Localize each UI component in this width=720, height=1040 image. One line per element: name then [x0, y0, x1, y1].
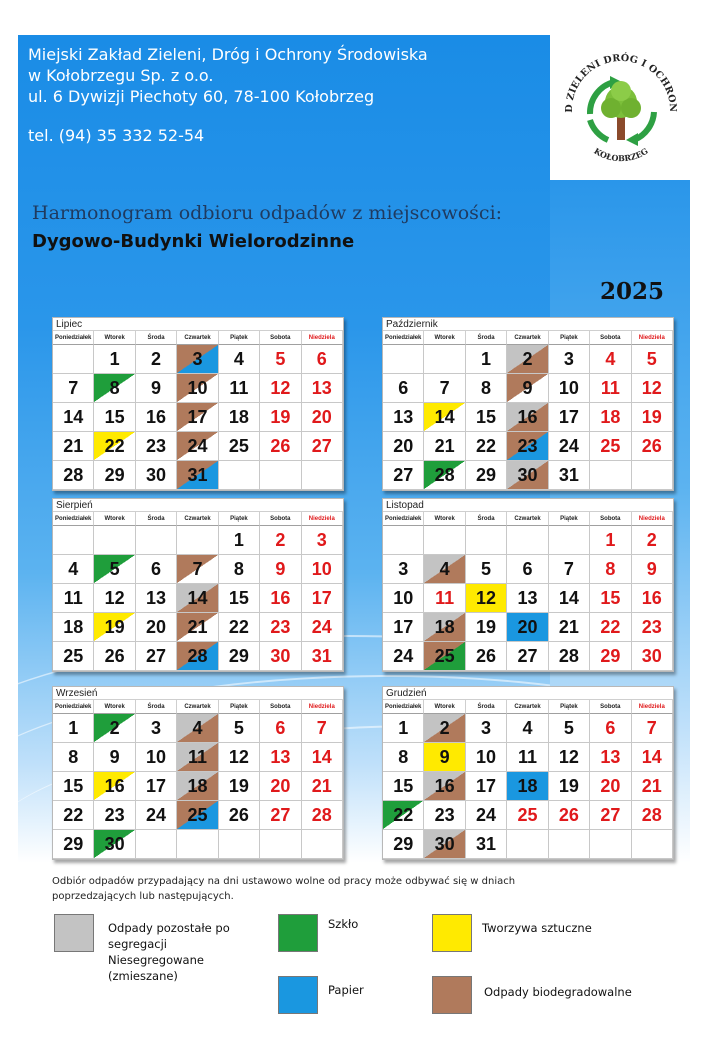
- calendar-day: 14: [302, 743, 343, 772]
- calendar-day: 15: [590, 584, 631, 613]
- calendar-day: 30: [94, 830, 135, 859]
- company-address: ul. 6 Dywizji Piechoty 60, 78-100 Kołobrzeg: [28, 87, 375, 106]
- calendar-day: 2: [507, 345, 548, 374]
- calendar-day: 10: [383, 584, 424, 613]
- weekday-header: Niedziela: [302, 700, 343, 714]
- weekday-header: Sobota: [590, 331, 631, 345]
- calendar-month-title: Grudzień: [383, 687, 673, 700]
- weekday-header: Sobota: [590, 512, 631, 526]
- calendar-day: 29: [219, 642, 260, 671]
- calendar-grid: [53, 512, 343, 671]
- calendar-empty-cell: [383, 345, 424, 374]
- calendar-day: 25: [53, 642, 94, 671]
- calendar-day: 23: [424, 801, 465, 830]
- calendar-day: 9: [632, 555, 673, 584]
- calendar-day: 22: [383, 801, 424, 830]
- calendar-day: 20: [302, 403, 343, 432]
- calendar-day: 26: [632, 432, 673, 461]
- calendar-day: 5: [549, 714, 590, 743]
- calendar-day: 7: [632, 714, 673, 743]
- calendar-day: 27: [136, 642, 177, 671]
- weekday-header: Środa: [136, 700, 177, 714]
- calendar-empty-cell: [424, 526, 465, 555]
- calendar-day: 18: [177, 772, 218, 801]
- calendar-day: 24: [177, 432, 218, 461]
- calendar-day: 28: [302, 801, 343, 830]
- calendar-empty-cell: [219, 830, 260, 859]
- calendar-day: 16: [632, 584, 673, 613]
- calendar-day: 11: [53, 584, 94, 613]
- calendar-day: 12: [466, 584, 507, 613]
- calendar-day: 3: [177, 345, 218, 374]
- calendar-day: 21: [53, 432, 94, 461]
- calendar-day: 1: [383, 714, 424, 743]
- calendar-day: 18: [219, 403, 260, 432]
- calendar-day: 17: [302, 584, 343, 613]
- calendar-day: 2: [424, 714, 465, 743]
- legend-swatch-yellow: [432, 914, 472, 952]
- calendar-day: 16: [136, 403, 177, 432]
- weekday-header: Czwartek: [177, 331, 218, 345]
- calendar-day: 17: [136, 772, 177, 801]
- calendar-day: 11: [424, 584, 465, 613]
- calendar-empty-cell: [177, 526, 218, 555]
- calendar-day: 3: [549, 345, 590, 374]
- calendar-empty-cell: [302, 461, 343, 490]
- calendar-day: 2: [260, 526, 301, 555]
- calendar-day: 21: [632, 772, 673, 801]
- calendar-day: 29: [383, 830, 424, 859]
- calendar-month: [382, 498, 674, 672]
- calendar-day: 5: [219, 714, 260, 743]
- calendar-day: 28: [424, 461, 465, 490]
- calendar-day: 30: [136, 461, 177, 490]
- legend-swatch-blue: [278, 976, 318, 1014]
- calendar-empty-cell: [549, 830, 590, 859]
- weekday-header: Sobota: [260, 331, 301, 345]
- calendar-day: 12: [632, 374, 673, 403]
- weekday-header: Środa: [466, 331, 507, 345]
- calendar-day: 25: [219, 432, 260, 461]
- calendar-day: 14: [53, 403, 94, 432]
- calendar-day: 7: [177, 555, 218, 584]
- calendar-day: 29: [94, 461, 135, 490]
- calendar-day: 6: [136, 555, 177, 584]
- calendar-day: 21: [424, 432, 465, 461]
- calendar-day: 21: [549, 613, 590, 642]
- weekday-header: Sobota: [260, 700, 301, 714]
- weekday-header: Niedziela: [632, 512, 673, 526]
- calendar-day: 10: [549, 374, 590, 403]
- calendar-day: 11: [507, 743, 548, 772]
- weekday-header: Poniedziałek: [383, 512, 424, 526]
- calendar-day: 9: [136, 374, 177, 403]
- calendar-day: 31: [177, 461, 218, 490]
- weekday-header: Poniedziałek: [53, 700, 94, 714]
- weekday-header: Poniedziałek: [383, 331, 424, 345]
- legend-label-yellow: Tworzywa sztuczne: [482, 921, 592, 935]
- calendar-empty-cell: [302, 830, 343, 859]
- weekday-header: Środa: [466, 700, 507, 714]
- calendar-day: 13: [136, 584, 177, 613]
- calendar-empty-cell: [590, 830, 631, 859]
- calendar-day: 20: [260, 772, 301, 801]
- company-logo: [550, 36, 692, 178]
- weekday-header: Wtorek: [424, 331, 465, 345]
- calendar-empty-cell: [136, 830, 177, 859]
- calendar-day: 9: [94, 743, 135, 772]
- calendar-day: 23: [94, 801, 135, 830]
- calendar-day: 10: [136, 743, 177, 772]
- logo-bottom-text: KOŁOBRZEG: [592, 145, 650, 164]
- calendar-month: [52, 686, 344, 860]
- calendar-day: 7: [53, 374, 94, 403]
- calendar-day: 12: [260, 374, 301, 403]
- calendar-empty-cell: [507, 830, 548, 859]
- calendar-day: 13: [507, 584, 548, 613]
- calendar-day: 30: [424, 830, 465, 859]
- calendar-day: 23: [136, 432, 177, 461]
- legend-label-grey: Odpady pozostałe po segregacji Niesegregowane (zmieszane): [108, 921, 230, 983]
- calendar-day: 29: [590, 642, 631, 671]
- calendar-day: 3: [302, 526, 343, 555]
- calendar-day: 24: [549, 432, 590, 461]
- calendar-grid: [383, 331, 673, 490]
- company-phone: tel. (94) 35 332 52-54: [28, 126, 205, 145]
- calendar-day: 4: [53, 555, 94, 584]
- calendar-empty-cell: [466, 526, 507, 555]
- calendar-month-title: Wrzesień: [53, 687, 343, 700]
- calendar-day: 5: [632, 345, 673, 374]
- calendar-day: 23: [632, 613, 673, 642]
- calendar-day: 18: [507, 772, 548, 801]
- calendar-day: 26: [549, 801, 590, 830]
- calendar-month: [52, 317, 344, 491]
- calendar-day: 12: [219, 743, 260, 772]
- company-info: [28, 44, 428, 146]
- company-name: Miejski Zakład Zieleni, Dróg i Ochrony Środowiska: [28, 45, 428, 64]
- calendar-month: [382, 317, 674, 491]
- calendar-day: 3: [466, 714, 507, 743]
- calendar-day: 16: [260, 584, 301, 613]
- calendar-day: 6: [260, 714, 301, 743]
- calendar-day: 14: [549, 584, 590, 613]
- legend-label-blue: Papier: [328, 983, 364, 997]
- calendar-day: 17: [383, 613, 424, 642]
- calendar-day: 25: [507, 801, 548, 830]
- weekday-header: Wtorek: [94, 700, 135, 714]
- calendar-day: 2: [94, 714, 135, 743]
- calendar-day: 8: [383, 743, 424, 772]
- calendar-day: 26: [219, 801, 260, 830]
- calendar-day: 9: [260, 555, 301, 584]
- calendar-day: 18: [590, 403, 631, 432]
- calendar-month-title: Październik: [383, 318, 673, 331]
- schedule-title: Harmonogram odbioru odpadów z miejscowości:: [32, 202, 503, 224]
- legend-label-green: Szkło: [328, 917, 359, 931]
- calendar-day: 31: [549, 461, 590, 490]
- calendar-day: 1: [466, 345, 507, 374]
- calendar-day: 19: [466, 613, 507, 642]
- calendar-day: 6: [507, 555, 548, 584]
- calendar-day: 17: [466, 772, 507, 801]
- calendar-grid: [53, 331, 343, 490]
- calendar-day: 27: [302, 432, 343, 461]
- calendar-day: 12: [549, 743, 590, 772]
- calendar-day: 23: [507, 432, 548, 461]
- calendar-day: 31: [466, 830, 507, 859]
- calendar-day: 9: [507, 374, 548, 403]
- calendar-day: 30: [507, 461, 548, 490]
- calendar-month-title: Listopad: [383, 499, 673, 512]
- weekday-header: Niedziela: [302, 331, 343, 345]
- calendar-day: 20: [590, 772, 631, 801]
- calendar-day: 1: [53, 714, 94, 743]
- calendar-day: 16: [507, 403, 548, 432]
- calendar-day: 24: [136, 801, 177, 830]
- weekday-header: Piątek: [549, 331, 590, 345]
- calendar-empty-cell: [632, 461, 673, 490]
- calendar-day: 8: [94, 374, 135, 403]
- calendar-day: 5: [466, 555, 507, 584]
- calendar-day: 10: [466, 743, 507, 772]
- calendar-day: 13: [260, 743, 301, 772]
- calendar-day: 15: [53, 772, 94, 801]
- calendar-empty-cell: [177, 830, 218, 859]
- calendar-day: 1: [590, 526, 631, 555]
- weekday-header: Piątek: [549, 700, 590, 714]
- calendar-day: 31: [302, 642, 343, 671]
- calendar-day: 28: [549, 642, 590, 671]
- legend-label-brown: Odpady biodegradowalne: [484, 985, 632, 999]
- calendar-day: 4: [590, 345, 631, 374]
- weekday-header: Piątek: [219, 700, 260, 714]
- calendar-day: 7: [549, 555, 590, 584]
- weekday-header: Piątek: [549, 512, 590, 526]
- calendar-day: 27: [383, 461, 424, 490]
- calendar-day: 26: [260, 432, 301, 461]
- calendar-day: 8: [466, 374, 507, 403]
- calendar-day: 21: [302, 772, 343, 801]
- weekday-header: Wtorek: [424, 512, 465, 526]
- calendar-grid: [383, 700, 673, 859]
- calendar-day: 22: [466, 432, 507, 461]
- calendar-day: 19: [632, 403, 673, 432]
- calendar-day: 19: [94, 613, 135, 642]
- calendar-grid: [53, 700, 343, 859]
- calendar-day: 29: [466, 461, 507, 490]
- weekday-header: Czwartek: [507, 700, 548, 714]
- calendar-empty-cell: [136, 526, 177, 555]
- calendar-day: 4: [424, 555, 465, 584]
- calendar-day: 25: [590, 432, 631, 461]
- calendar-day: 4: [507, 714, 548, 743]
- legend-swatch-grey: [54, 914, 94, 952]
- calendar-day: 1: [219, 526, 260, 555]
- weekday-header: Środa: [466, 512, 507, 526]
- calendar-empty-cell: [260, 830, 301, 859]
- calendar-day: 21: [177, 613, 218, 642]
- calendar-day: 11: [177, 743, 218, 772]
- calendar-day: 2: [632, 526, 673, 555]
- calendar-day: 18: [53, 613, 94, 642]
- calendar-day: 7: [302, 714, 343, 743]
- calendar-day: 4: [177, 714, 218, 743]
- calendar-empty-cell: [549, 526, 590, 555]
- weekday-header: Poniedziałek: [53, 331, 94, 345]
- tree-recycle-icon: [550, 36, 692, 178]
- calendar-day: 6: [383, 374, 424, 403]
- weekday-header: Sobota: [590, 700, 631, 714]
- calendar-empty-cell: [94, 526, 135, 555]
- svg-text:KOŁOBRZEG: [592, 146, 650, 164]
- calendar-day: 30: [260, 642, 301, 671]
- calendar-day: 5: [260, 345, 301, 374]
- calendar-empty-cell: [632, 830, 673, 859]
- calendar-day: 20: [383, 432, 424, 461]
- calendar-day: 14: [424, 403, 465, 432]
- calendar-day: 17: [549, 403, 590, 432]
- logo-ring-text: D ZIELENI DRÓG I OCHRON: [563, 52, 679, 113]
- calendar-month-title: Sierpień: [53, 499, 343, 512]
- calendar-empty-cell: [260, 461, 301, 490]
- weekday-header: Poniedziałek: [53, 512, 94, 526]
- calendar-day: 20: [507, 613, 548, 642]
- calendar-day: 15: [383, 772, 424, 801]
- calendar-day: 13: [302, 374, 343, 403]
- calendar-day: 24: [466, 801, 507, 830]
- calendar-day: 19: [219, 772, 260, 801]
- calendar-day: 11: [590, 374, 631, 403]
- legend-swatch-green: [278, 914, 318, 952]
- calendar-day: 2: [136, 345, 177, 374]
- weekday-header: Czwartek: [177, 512, 218, 526]
- calendar-day: 30: [632, 642, 673, 671]
- calendar-month: [382, 686, 674, 860]
- weekday-header: Czwartek: [177, 700, 218, 714]
- calendar-day: 16: [94, 772, 135, 801]
- calendar-empty-cell: [53, 526, 94, 555]
- locality-name: Dygowo-Budynki Wielorodzinne: [32, 231, 355, 252]
- calendar-empty-cell: [383, 526, 424, 555]
- calendar-day: 1: [94, 345, 135, 374]
- calendar-day: 24: [383, 642, 424, 671]
- weekday-header: Czwartek: [507, 331, 548, 345]
- calendar-day: 27: [260, 801, 301, 830]
- weekday-header: Niedziela: [302, 512, 343, 526]
- calendar-day: 28: [53, 461, 94, 490]
- calendar-day: 27: [590, 801, 631, 830]
- calendar-empty-cell: [507, 526, 548, 555]
- calendar-day: 23: [260, 613, 301, 642]
- weekday-header: Wtorek: [94, 331, 135, 345]
- weekday-header: Czwartek: [507, 512, 548, 526]
- calendar-day: 4: [219, 345, 260, 374]
- calendar-day: 8: [590, 555, 631, 584]
- calendar-day: 14: [632, 743, 673, 772]
- calendar-day: 10: [177, 374, 218, 403]
- calendar-month: [52, 498, 344, 672]
- calendar-day: 24: [302, 613, 343, 642]
- weekday-header: Piątek: [219, 512, 260, 526]
- calendar-month-title: Lipiec: [53, 318, 343, 331]
- calendar-empty-cell: [53, 345, 94, 374]
- calendar-day: 22: [94, 432, 135, 461]
- calendar-day: 15: [94, 403, 135, 432]
- weekday-header: Niedziela: [632, 700, 673, 714]
- holiday-note: Odbiór odpadów przypadający na dni ustawowo wolne od pracy może odbywać się w dniach poprzedzających lub następujących.: [52, 876, 516, 902]
- calendar-day: 28: [177, 642, 218, 671]
- weekday-header: Wtorek: [424, 700, 465, 714]
- calendar-day: 5: [94, 555, 135, 584]
- calendar-day: 8: [53, 743, 94, 772]
- calendar-grid: [383, 512, 673, 671]
- calendar-day: 14: [177, 584, 218, 613]
- calendar-day: 25: [177, 801, 218, 830]
- calendar-day: 15: [219, 584, 260, 613]
- calendar-day: 28: [632, 801, 673, 830]
- calendar-empty-cell: [219, 461, 260, 490]
- calendar-day: 12: [94, 584, 135, 613]
- weekday-header: Sobota: [260, 512, 301, 526]
- calendar-day: 26: [466, 642, 507, 671]
- calendar-day: 13: [590, 743, 631, 772]
- calendar-day: 27: [507, 642, 548, 671]
- calendar-empty-cell: [590, 461, 631, 490]
- weekday-header: Poniedziałek: [383, 700, 424, 714]
- calendar-day: 16: [424, 772, 465, 801]
- calendar-day: 9: [424, 743, 465, 772]
- calendar-day: 22: [219, 613, 260, 642]
- calendar-day: 3: [383, 555, 424, 584]
- calendar-day: 29: [53, 830, 94, 859]
- calendar-day: 7: [424, 374, 465, 403]
- calendar-day: 6: [302, 345, 343, 374]
- calendar-day: 10: [302, 555, 343, 584]
- calendar-day: 15: [466, 403, 507, 432]
- calendar-day: 8: [219, 555, 260, 584]
- calendar-day: 3: [136, 714, 177, 743]
- calendar-day: 11: [219, 374, 260, 403]
- calendar-day: 26: [94, 642, 135, 671]
- calendar-day: 25: [424, 642, 465, 671]
- calendar-day: 19: [260, 403, 301, 432]
- legend-swatch-brown: [432, 976, 472, 1014]
- calendar-day: 22: [53, 801, 94, 830]
- calendar-day: 19: [549, 772, 590, 801]
- calendar-empty-cell: [424, 345, 465, 374]
- calendar-day: 20: [136, 613, 177, 642]
- company-city: w Kołobrzegu Sp. z o.o.: [28, 66, 214, 85]
- calendar-day: 22: [590, 613, 631, 642]
- weekday-header: Niedziela: [632, 331, 673, 345]
- calendar-day: 17: [177, 403, 218, 432]
- calendar-day: 18: [424, 613, 465, 642]
- weekday-header: Wtorek: [94, 512, 135, 526]
- weekday-header: Środa: [136, 331, 177, 345]
- calendar-day: 6: [590, 714, 631, 743]
- weekday-header: Piątek: [219, 331, 260, 345]
- calendar-day: 13: [383, 403, 424, 432]
- year-label: 2025: [600, 278, 665, 305]
- weekday-header: Środa: [136, 512, 177, 526]
